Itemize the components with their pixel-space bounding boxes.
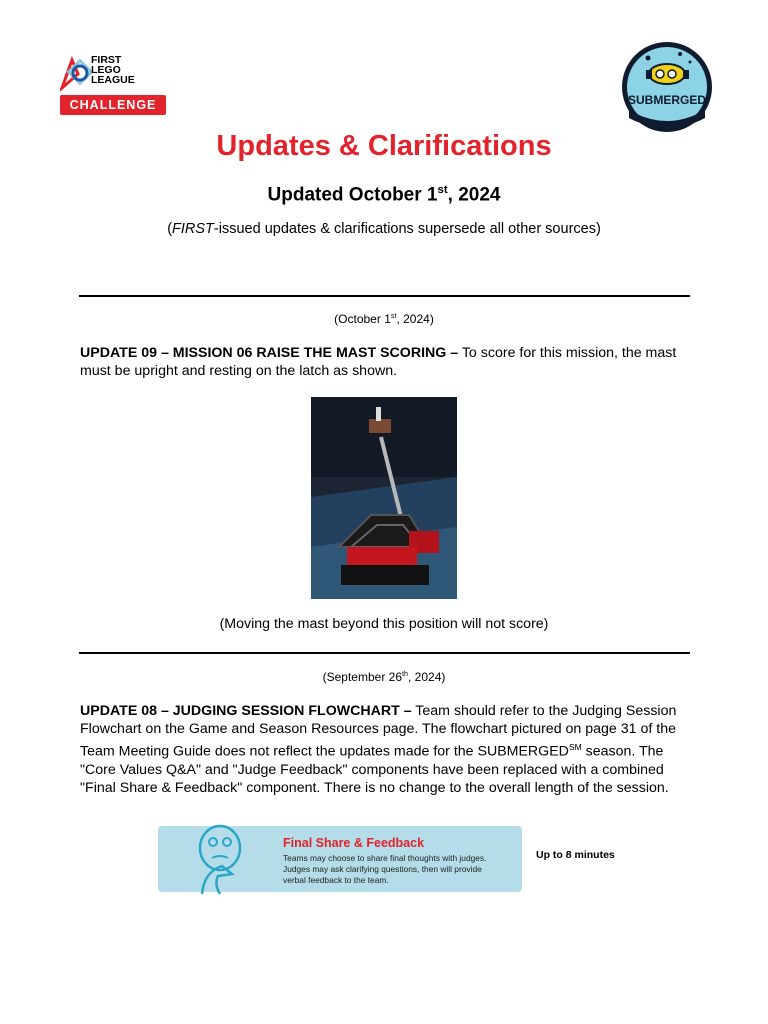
challenge-banner: CHALLENGE [60,95,166,115]
session-duration: Up to 8 minutes [536,849,615,861]
thinking-face-icon [192,824,256,894]
update-09-text: UPDATE 09 – MISSION 06 RAISE THE MAST SCORING – To score for this mission, the mast must be upright and resting on the latch as shown. [80,345,677,379]
fll-mark-icon [60,54,94,94]
fll-logo-line3: LEAGUE [91,74,135,86]
mast-photo-caption: (Moving the mast beyond this position will not score) [219,616,549,632]
submerged-wordmark: SUBMERGED [627,93,707,107]
supersede-note: (FIRST-issued updates & clarifications supersede all other sources) [167,221,601,237]
final-share-feedback-box [158,826,522,892]
update-09-date: (October 1st, 2024) [334,311,434,326]
final-share-description: Teams may choose to share final thoughts with judges. Judges may ask clarifying questions, then will provide verbal feedback to the team. [283,853,487,885]
updated-date: Updated October 1st, 2024 [267,184,501,206]
section-divider [79,652,690,654]
update-08-date: (September 26th, 2024) [322,669,446,684]
final-share-title: Final Share & Feedback [283,836,425,850]
submerged-season-badge [620,40,714,134]
fll-logo-line2: LEGO [91,64,121,76]
mast-mission-photo [311,397,457,599]
update-08-text: UPDATE 08 – JUDGING SESSION FLOWCHART – Team should refer to the Judging Session Flowchart on the Game and Season Resources page. The flowchart pictured on page 31 of the Team Meeting Guide does not reflect the updates made for the SUBMERGED℠ season. The "Core Values Q&A" and "Judge Feedback" components have been replaced with a combined "Final Share & Feedback" component. There is no change to the overall length of the session. [80,703,677,796]
fll-logo-line1: FIRST [91,54,122,66]
section-divider [79,295,690,297]
first-lego-league-logo [60,52,168,116]
page-title: Updates & Clarifications [216,130,552,162]
